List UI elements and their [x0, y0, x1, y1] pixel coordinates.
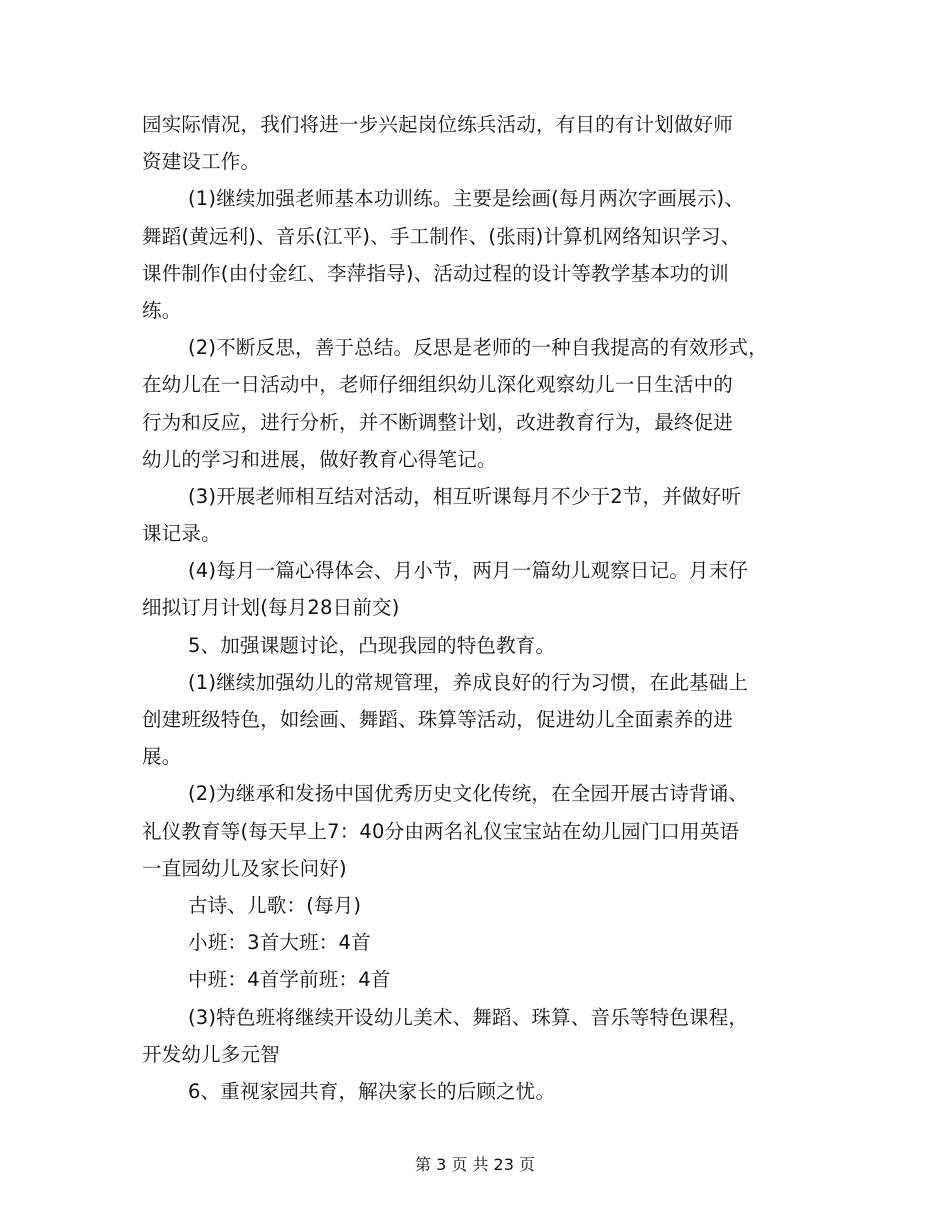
body-line: 展。	[142, 745, 182, 769]
body-line: 课件制作(由付金红、李萍指导)、活动过程的设计等教学基本功的训	[142, 261, 729, 285]
body-line: 资建设工作。	[142, 150, 261, 174]
body-line: 细拟订月计划(每月28日前交)	[142, 596, 400, 620]
body-line: 礼仪教育等(每天早上7：40分由两名礼仪宝宝站在幼儿园门口用英语	[142, 819, 740, 843]
body-line: 小班：3首大班：4首	[188, 931, 371, 955]
body-line: 在幼儿在一日活动中，老师仔细组织幼儿深化观察幼儿一日生活中的	[142, 373, 734, 397]
body-line: 开发幼儿多元智	[142, 1042, 280, 1066]
body-line: (1)继续加强老师基本功训练。主要是绘画(每月两次字画展示)、	[188, 187, 745, 211]
body-line: (3)特色班将继续开设幼儿美术、舞蹈、珠算、音乐等特色课程，	[188, 1005, 749, 1029]
body-line: (3)开展老师相互结对活动，相互听课每月不少于2节，并做好听	[188, 484, 742, 508]
body-line: (4)每月一篇心得体会、月小节，两月一篇幼儿观察日记。月末仔	[188, 559, 749, 583]
body-line: 舞蹈(黄远利)、音乐(江平)、手工制作、(张雨)计算机网络知识学习、	[142, 224, 741, 248]
body-line: 练。	[142, 298, 182, 322]
section-heading: 5、加强课题讨论，凸现我园的特色教育。	[188, 633, 556, 657]
body-line: 课记录。	[142, 522, 221, 546]
page-number-footer: 第 3 页 共 23 页	[415, 1155, 535, 1174]
body-line: (2)为继承和发扬中国优秀历史文化传统，在全园开展古诗背诵、	[188, 782, 749, 806]
body-line: (2)不断反思，善于总结。反思是老师的一种自我提高的有效形式，	[188, 336, 768, 360]
body-line: 行为和反应，进行分析，并不断调整计划，改进教育行为，最终促进	[142, 410, 734, 434]
section-heading: 6、重视家园共育，解决家长的后顾之忧。	[188, 1079, 556, 1103]
body-line: (1)继续加强幼儿的常规管理，养成良好的行为习惯，在此基础上	[188, 670, 749, 694]
body-line: 创建班级特色，如绘画、舞蹈、珠算等活动，促进幼儿全面素养的进	[142, 708, 734, 731]
document-body	[142, 106, 832, 1110]
body-line: 幼儿的学习和进展，做好教育心得笔记。	[142, 447, 497, 471]
body-line: 中班：4首学前班：4首	[188, 968, 391, 992]
body-line: 园实际情况，我们将进一步兴起岗位练兵活动，有目的有计划做好师	[142, 113, 734, 136]
body-line: 一直园幼儿及家长问好)	[142, 856, 347, 880]
body-line: 古诗、儿歌：(每月)	[188, 893, 362, 917]
